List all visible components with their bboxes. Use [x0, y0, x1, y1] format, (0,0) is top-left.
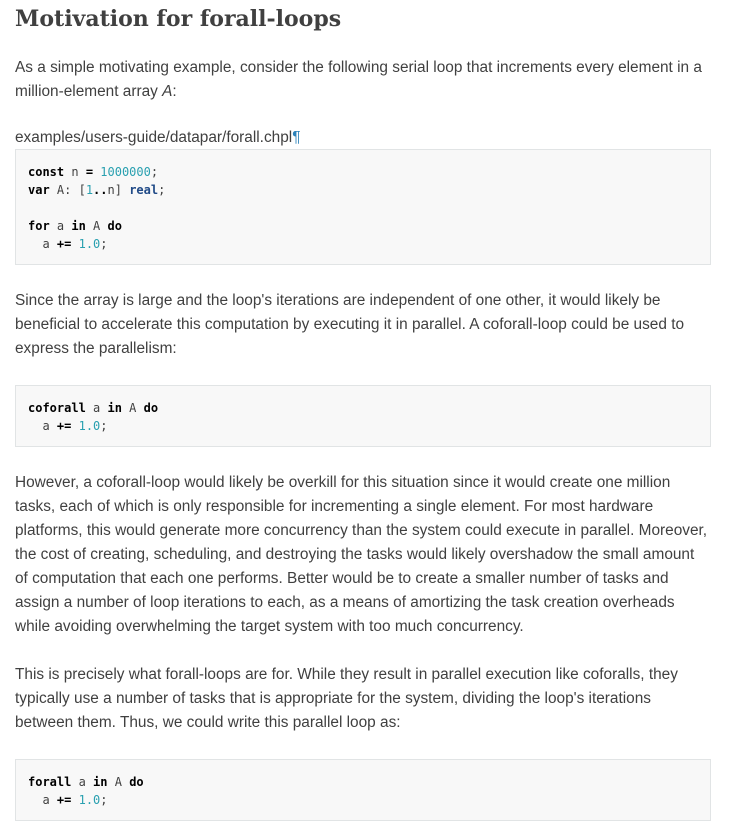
code-block-forall: [15, 759, 711, 821]
example-path: examples/users-guide/datapar/forall.chpl: [15, 129, 293, 146]
example-filename: [15, 128, 300, 148]
code-forall-loop: forall a in A do a += 1.0;: [28, 775, 144, 807]
parallel-paragraph: Since the array is large and the loop's iterations are independent of one other, it would likely be beneficial to accelerate this computation by executing it in parallel. A coforall-loop could be used to express the parallelism:: [15, 292, 685, 357]
code-coforall-loop: coforall a in A do a += 1.0;: [28, 401, 159, 433]
overkill-paragraph: However, a coforall-loop would likely be overkill for this situation since it would create one million tasks, each of which is only responsible for incrementing a single element. For most hardware platforms, this would generate more concurrency than the system could execute in parallel. Moreover, the cost of creating, scheduling, and destroying the tasks would likely overshadow the small amount of computation that each one performs. Better would be to create a smaller number of tasks and assign a number of loop iterations to each, as a means of amortizing the task creation overheads while avoiding overwhelming the target system with too much concurrency.: [15, 474, 708, 635]
code-serial-loop: const n = 1000000; var A: [1..n] real; for a in A do a += 1.0;: [28, 165, 166, 251]
array-name: A: [162, 83, 173, 100]
forall-paragraph: This is precisely what forall-loops are for. While they result in parallel execution like coforalls, they typically use a number of tasks that is appropriate for the system, dividing the loop's iterations between them. Thus, we could write this parallel loop as:: [15, 666, 678, 731]
intro-paragraph: As a simple motivating example, consider the following serial loop that increments every element in a million-element array A:: [15, 59, 702, 100]
code-block-serial: [15, 149, 711, 265]
code-block-coforall: [15, 385, 711, 447]
page-title: Motivation for forall-loops: [15, 6, 342, 32]
permalink-anchor[interactable]: ¶: [292, 129, 301, 146]
